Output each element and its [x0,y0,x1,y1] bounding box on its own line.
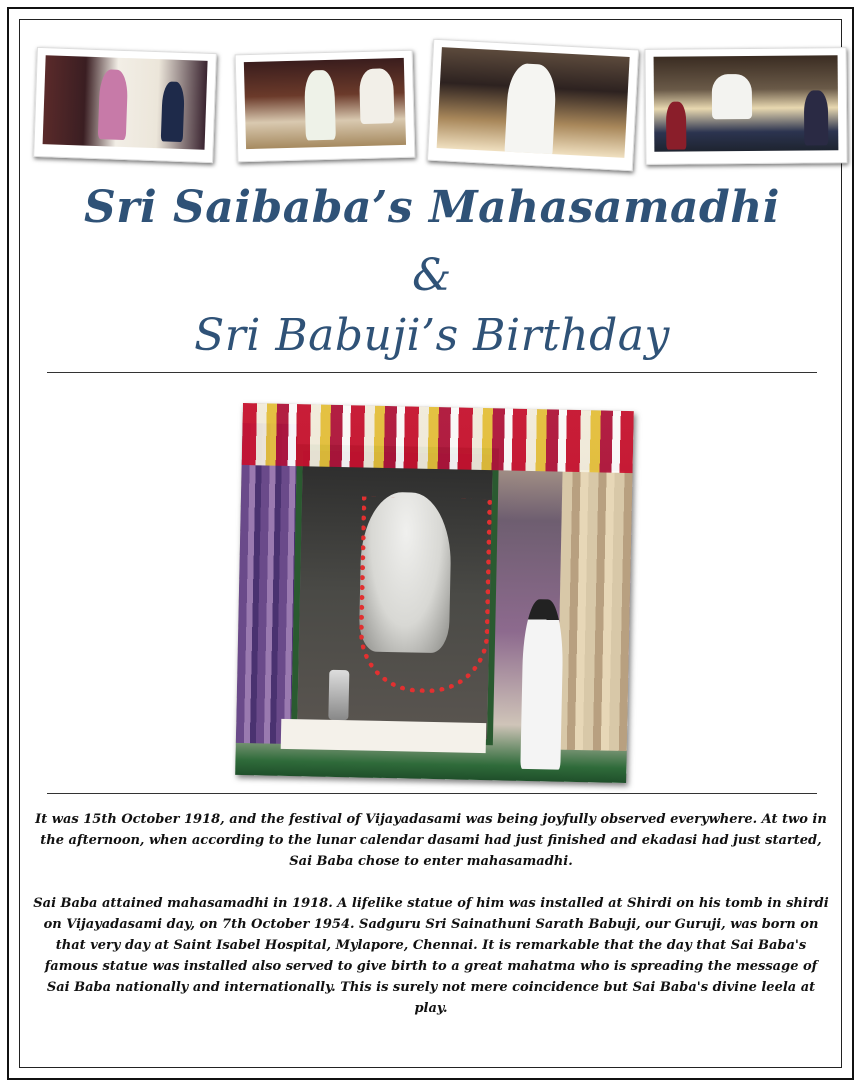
photo-child-dancers [43,55,208,150]
flower-garland [358,496,492,694]
main-photo-altar [235,403,634,783]
divider-bottom [47,793,817,794]
polaroid-photo-1 [33,47,217,163]
oil-lamp-icon [328,670,349,720]
sai-baba-portrait [291,444,499,745]
flower-decoration [242,403,634,473]
polaroid-photo-2 [235,50,416,163]
boy-praying [520,599,564,770]
polaroid-photo-4 [644,47,847,165]
curtain-right [557,470,633,751]
title-line-1: Sri Saibaba’s Mahasamadhi [84,182,780,233]
title-ampersand: & [412,250,452,301]
photo-girl-stage [244,58,406,149]
altar-platform [281,719,487,753]
paragraph-2: Sai Baba attained mahasamadhi in 1918. A lifelike statue of him was installed at Shirdi on his tomb in shirdi on Vijayadasami day, on 7th October 1954. Sadguru Sri Sainathuni Sarath Babuji, our Guruji, was born on that very day at Saint Isabel Hospital, Mylapore, Chennai. It is remarkable that the day that Sai Baba's famous statue was installed also served to give birth to a great mahatma who is spreading the message of Sai Baba nationally and internationally. This is surely not mere coincidence but Sai Baba's divine leela at play. [33,896,829,1016]
photo-girl-speaking [437,47,630,158]
paragraph-1: It was 15th October 1918, and the festival of Vijayadasami was being joyfully observed everywhere. At two in the afternoon, when according to the lunar calendar dasami had just finished and ekadasi had just started, Sai Baba chose to enter mahasamadhi. [35,812,827,869]
polaroid-photo-3 [427,39,639,172]
title-line-2: Sri Babuji’s Birthday [194,310,670,361]
curtain-left [236,423,298,744]
photo-guruji-seated [654,55,839,152]
divider-top [47,372,817,373]
